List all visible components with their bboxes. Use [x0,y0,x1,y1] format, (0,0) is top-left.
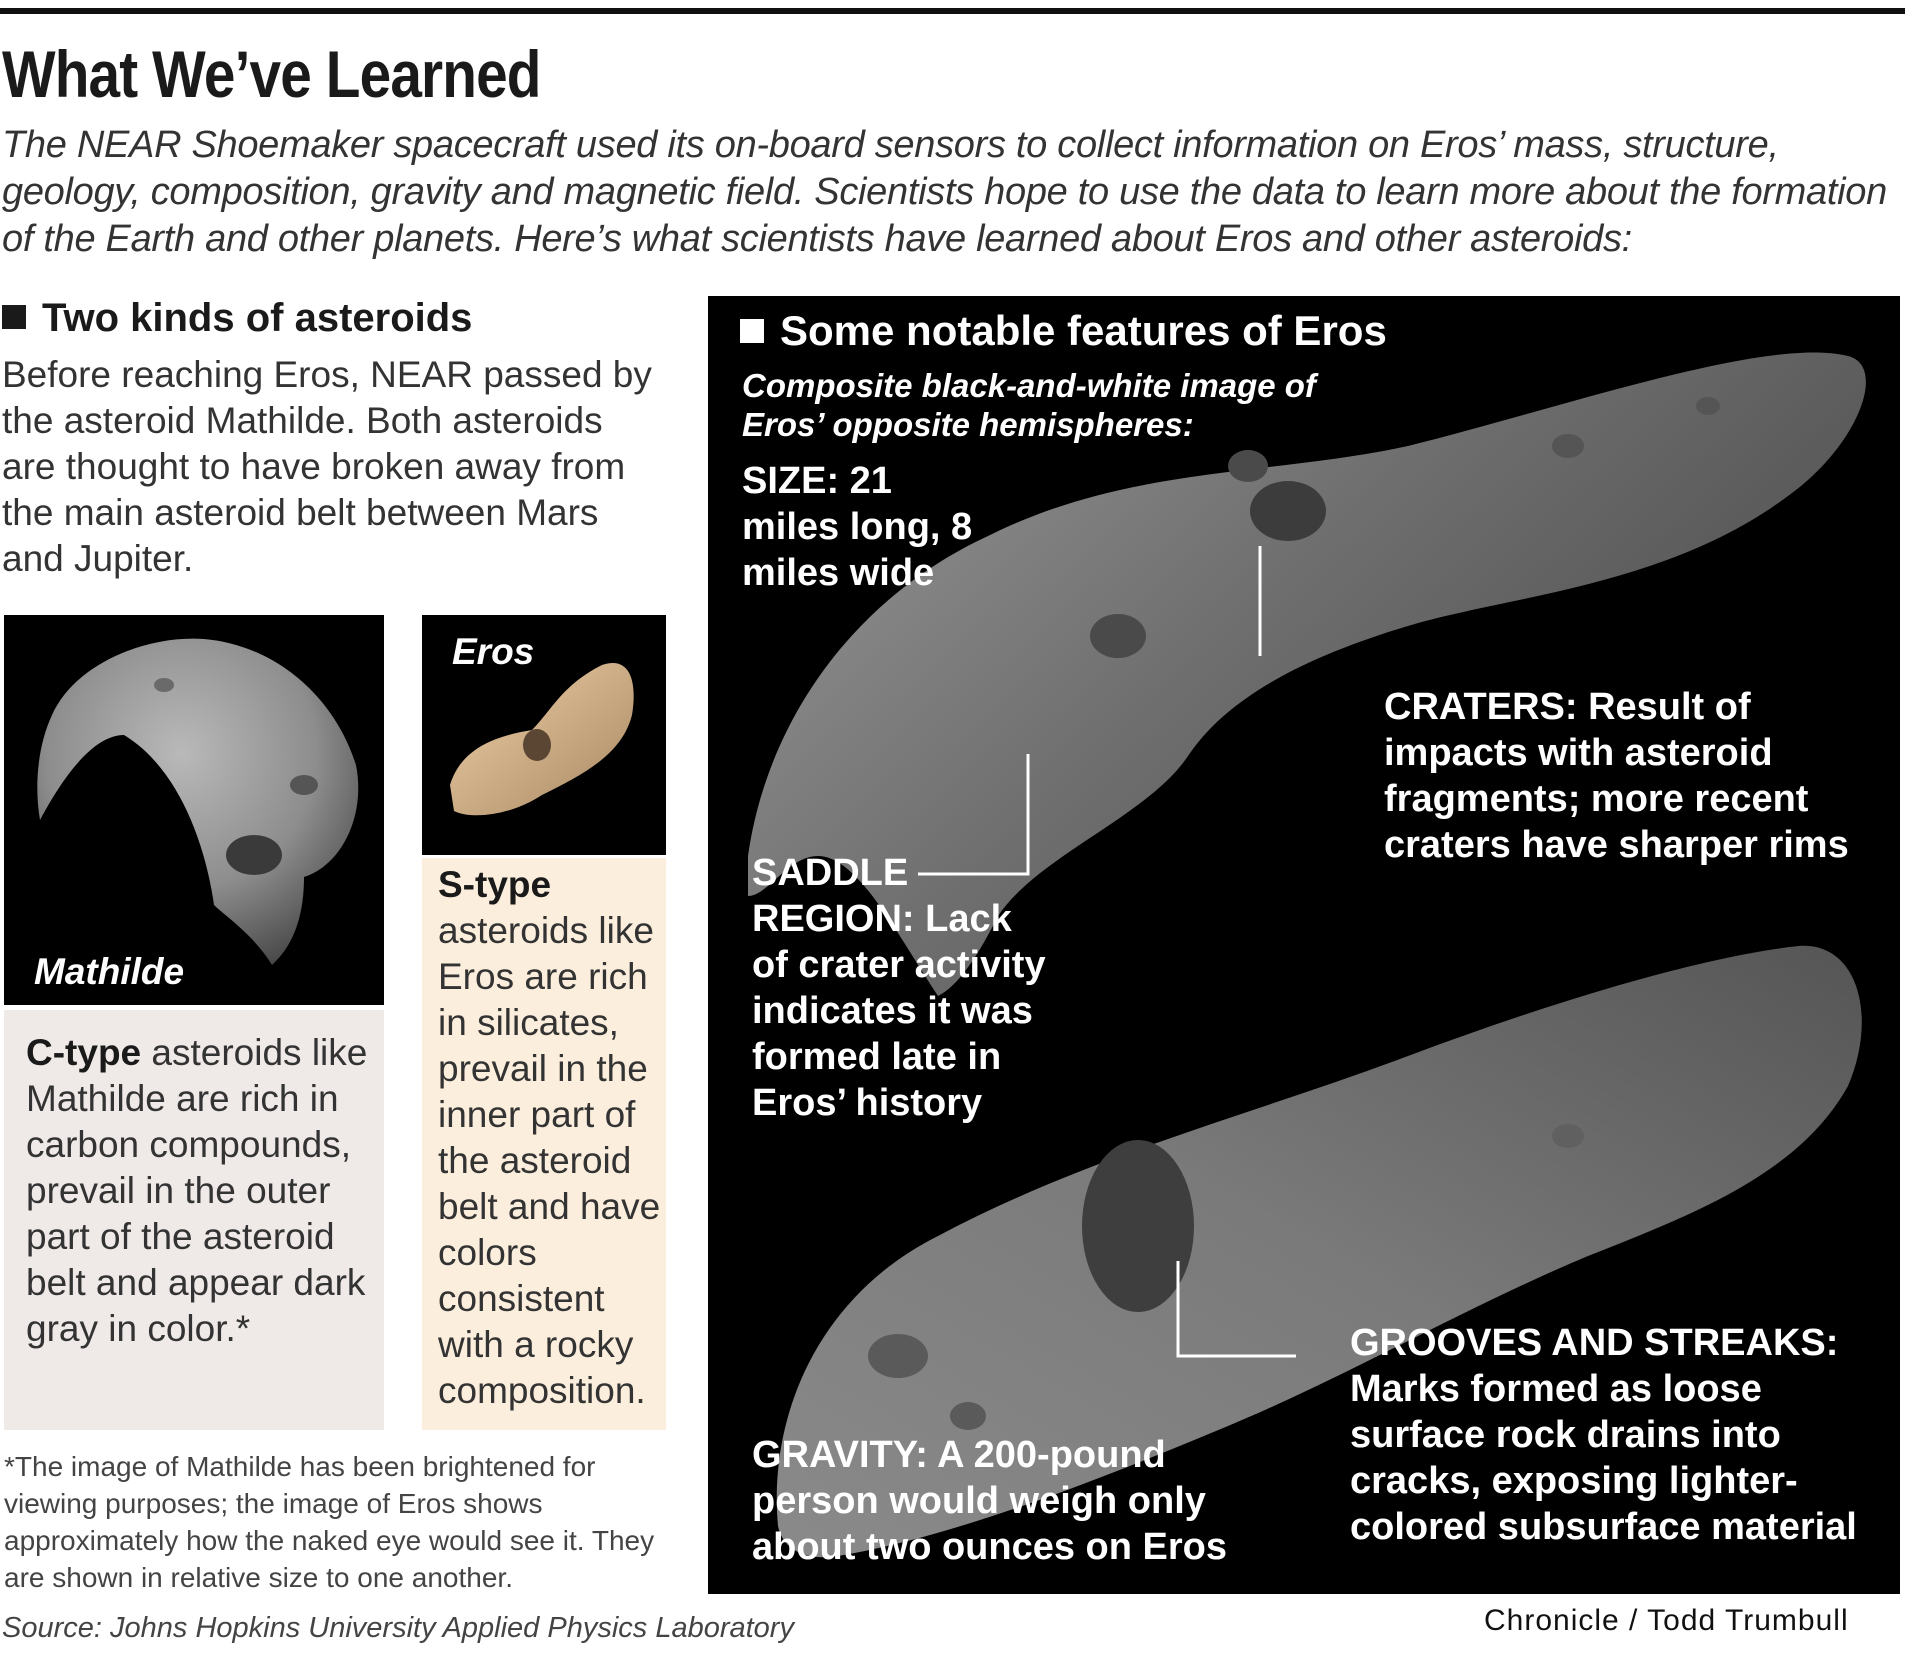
eros-features-panel [708,296,1900,1594]
craters-callout: CRATERS: Result of impacts with asteroid fragments; more recent craters have sharper rims [1384,686,1849,866]
section-heading-text: Two kinds of asteroids [42,296,473,340]
saddle-region-callout: SADDLE REGION: Lack of crater activity indicates it was formed late in Eros’ history [752,852,1046,1124]
mathilde-image [4,615,384,1005]
section-heading-asteroid-kinds [2,296,472,341]
c-type-text [26,1030,376,1352]
gravity-callout: GRAVITY: A 200-pound person would weigh only about two ounces on Eros [752,1434,1228,1568]
panel-heading [740,308,1387,354]
footnote: *The image of Mathilde has been brightened for viewing purposes; the image of Eros shows approximately how the naked eye would see it. They are shown in relative size to one another. [4,1451,655,1593]
s-type-box [422,858,666,1430]
grooves-streaks-callout: GROOVES AND STREAKS: Marks formed as loose surface rock drains into cracks, exposing lighter-colored subsurface material [1350,1322,1857,1548]
s-type-text [438,862,664,1414]
page-title: What We’ve Learned [2,37,541,111]
mathilde-label: Mathilde [34,951,185,992]
eros-small-photo [422,615,666,855]
panel-subheading: Composite black-and-white image of Eros’ opposite hemispheres: [742,367,1316,443]
panel-heading-text: Some notable features of Eros [780,307,1387,354]
s-type-label: S-type [438,864,552,905]
mathilde-photo [4,615,384,1005]
square-bullet-icon [2,305,26,329]
c-type-box [4,1010,384,1430]
size-callout: SIZE: 21 miles long, 8 miles wide [742,460,973,594]
top-rule [0,8,1905,14]
square-bullet-icon [740,319,764,343]
c-type-label: C-type [26,1032,142,1073]
c-type-description: asteroids like Mathilde are rich in carbon compounds, prevail in the outer part of the asteroid belt and appear dark gray in color.* [26,1032,368,1349]
credit-line: Chronicle / Todd Trumbull [1484,1604,1849,1637]
intro-paragraph: The NEAR Shoemaker spacecraft used its on-board sensors to collect information on Eros’ mass, structure, geology, composition, gravity and magnetic field. Scientists hope to use the data to learn more about the formation of the Earth and other planets. Here’s what scientists have learned about Eros and other asteroids: [2,124,1887,260]
eros-label: Eros [452,631,535,672]
s-type-description: asteroids like Eros are rich in silicates, prevail in the inner part of the asteroid belt and have colors consistent with a rocky composition. [438,910,661,1411]
source-line: Source: Johns Hopkins University Applied Physics Laboratory [2,1612,794,1644]
section-text: Before reaching Eros, NEAR passed by the asteroid Mathilde. Both asteroids are thought to have broken away from the main asteroid belt between Mars and Jupiter. [2,354,652,579]
